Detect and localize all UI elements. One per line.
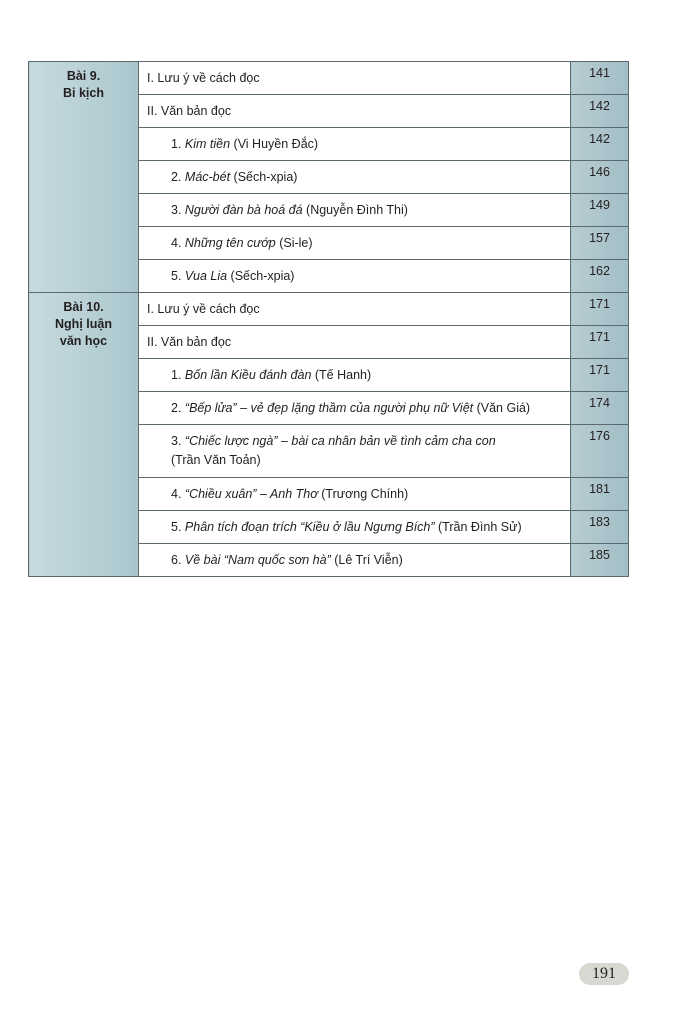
table-of-contents xyxy=(28,61,629,577)
entry-title: 1. Bốn lần Kiều đánh đàn (Tế Hanh) xyxy=(139,359,571,392)
page-number: 191 xyxy=(579,963,629,985)
entry-title: 3. “Chiếc lược ngà” – bài ca nhân bản về tình cảm cha con (Trần Văn Toản) xyxy=(139,425,571,478)
entry-page: 162 xyxy=(571,260,629,293)
lesson-label xyxy=(29,62,139,293)
entry-title: 4. Những tên cướp (Si-le) xyxy=(139,227,571,260)
entry-page: 141 xyxy=(571,62,629,95)
entry-page: 142 xyxy=(571,95,629,128)
lesson-number: Bài 10. xyxy=(63,300,104,314)
entry-title: I. Lưu ý về cách đọc xyxy=(139,293,571,326)
entry-page: 176 xyxy=(571,425,629,478)
entry-page: 157 xyxy=(571,227,629,260)
entry-title: 6. Về bài “Nam quốc sơn hà” (Lê Trí Viễn) xyxy=(139,544,571,577)
table-row xyxy=(29,293,629,326)
entry-page: 171 xyxy=(571,359,629,392)
entry-title: 2. Mác-bét (Sếch-xpia) xyxy=(139,161,571,194)
lesson-number: Bài 9. xyxy=(66,69,101,83)
entry-title: 5. Vua Lia (Sếch-xpia) xyxy=(139,260,571,293)
lesson-name: Bi kịch xyxy=(63,86,104,100)
entry-page: 171 xyxy=(571,326,629,359)
entry-title: 3. Người đàn bà hoá đá (Nguyễn Đình Thi) xyxy=(139,194,571,227)
entry-title: 5. Phân tích đoạn trích “Kiều ở lầu Ngưng Bích” (Trần Đình Sử) xyxy=(139,511,571,544)
entry-title: 1. Kim tiền (Vi Huyền Đắc) xyxy=(139,128,571,161)
entry-page: 181 xyxy=(571,478,629,511)
entry-page: 149 xyxy=(571,194,629,227)
entry-title: 2. “Bếp lửa” – vẻ đẹp lặng thầm của người phụ nữ Việt (Văn Giá) xyxy=(139,392,571,425)
entry-page: 146 xyxy=(571,161,629,194)
lesson-name: Nghị luận xyxy=(55,317,112,331)
entry-page: 142 xyxy=(571,128,629,161)
entry-title: II. Văn bản đọc xyxy=(139,326,571,359)
entry-page: 185 xyxy=(571,544,629,577)
table-row xyxy=(29,62,629,95)
lesson-name: văn học xyxy=(59,334,108,348)
entry-page: 174 xyxy=(571,392,629,425)
entry-title: 4. “Chiều xuân” – Anh Thơ (Trương Chính) xyxy=(139,478,571,511)
lesson-label xyxy=(29,293,139,577)
entry-title: II. Văn bản đọc xyxy=(139,95,571,128)
entry-title: I. Lưu ý về cách đọc xyxy=(139,62,571,95)
entry-page: 183 xyxy=(571,511,629,544)
entry-page: 171 xyxy=(571,293,629,326)
